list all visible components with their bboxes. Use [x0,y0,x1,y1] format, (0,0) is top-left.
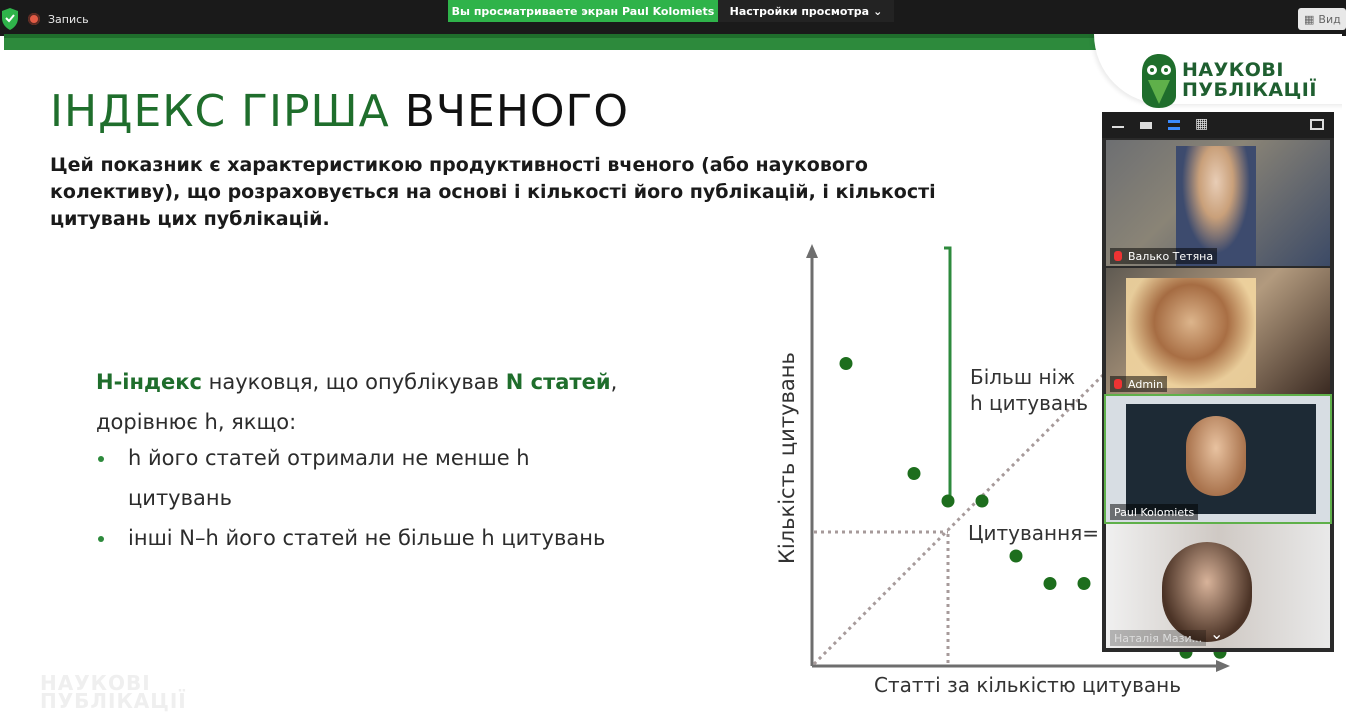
view-button[interactable] [1298,8,1346,30]
video-tile[interactable] [1106,268,1330,394]
data-point [840,357,853,370]
data-point [1044,577,1057,590]
gallery-view-icon[interactable]: ▦ [1195,116,1209,132]
logo-watermark: НАУКОВІ ПУБЛІКАЦІЇ [40,671,187,713]
muted-mic-icon [1114,251,1122,261]
h-index-definition: Н-індекс науковця, що опублікував N статей, дорівнює h, якщо: [96,370,618,434]
video-tile[interactable] [1106,140,1330,266]
single-view-icon[interactable] [1140,122,1152,129]
video-panel [1102,112,1334,652]
title-green-part: ІНДЕКС ГІРША [50,86,390,137]
security-shield-icon[interactable] [0,6,20,32]
data-point [942,495,955,508]
bullet-item-1: h його статей отримали не менше h цитувань [128,446,530,510]
strip-view-icon[interactable] [1168,120,1180,130]
data-point [1078,577,1091,590]
h-index-term: Н-індекс [96,370,202,394]
participant-name-tag: Валько Тетяна [1110,248,1217,264]
recording-label: Запись [48,12,89,26]
x-axis-arrow [1216,660,1230,672]
participant-name-tag: Admin [1110,376,1167,392]
chevron-down-icon: ⌄ [873,4,883,18]
bullet-item-2: інші N–h його статей не більше h цитувань [128,526,606,550]
minimize-icon[interactable] [1112,126,1124,128]
logo-text: НАУКОВІ ПУБЛІКАЦІЇ [1182,59,1317,101]
recording-indicator[interactable] [28,10,89,28]
y-axis-arrow [806,244,818,258]
view-settings-button[interactable] [718,0,894,22]
video-tile-active-speaker[interactable] [1106,396,1330,522]
data-point [976,495,989,508]
view-settings-label: Настройки просмотра [729,4,870,18]
participant-face [1162,542,1252,642]
meeting-top-bar [0,0,1346,36]
y-axis-label: Кількість цитувань [775,352,799,564]
x-axis-label: Статті за кількістю цитувань [874,673,1182,697]
data-point [1010,550,1023,563]
video-panel-toolbar [1102,112,1334,138]
annotation-equal: Цитування= [968,521,1099,545]
participant-name-tag: Paul Kolomiets [1110,504,1198,520]
bracket [944,248,950,502]
exit-panel-icon[interactable] [1310,119,1324,130]
slide-description: Цей показник є характеристикою продуктивності вченого (або наукового колективу), що розраховується на основі і кількості його публікацій, і кількості цитувань цих публікацій. [50,154,936,230]
chevron-down-icon[interactable]: ⌄ [1210,624,1224,643]
annotation-more-line2: h цитувань [970,391,1089,415]
n-articles-term: N статей [505,370,611,394]
screen-share-banner: Вы просматриваете экран Paul Kolomiets [448,0,718,22]
record-icon [28,13,40,25]
view-button-label: Вид [1318,12,1341,26]
participant-name-tag: Наталія Мази... [1110,630,1206,646]
muted-mic-icon [1114,379,1122,389]
video-tile[interactable] [1106,524,1330,648]
grid-view-icon: ▦ [1304,12,1315,26]
data-point [908,467,921,480]
annotation-more-line1: Більш ніж [970,365,1076,389]
participant-face [1186,416,1246,496]
participant-video [1126,278,1256,388]
title-dark-part: ВЧЕНОГО [404,86,630,137]
